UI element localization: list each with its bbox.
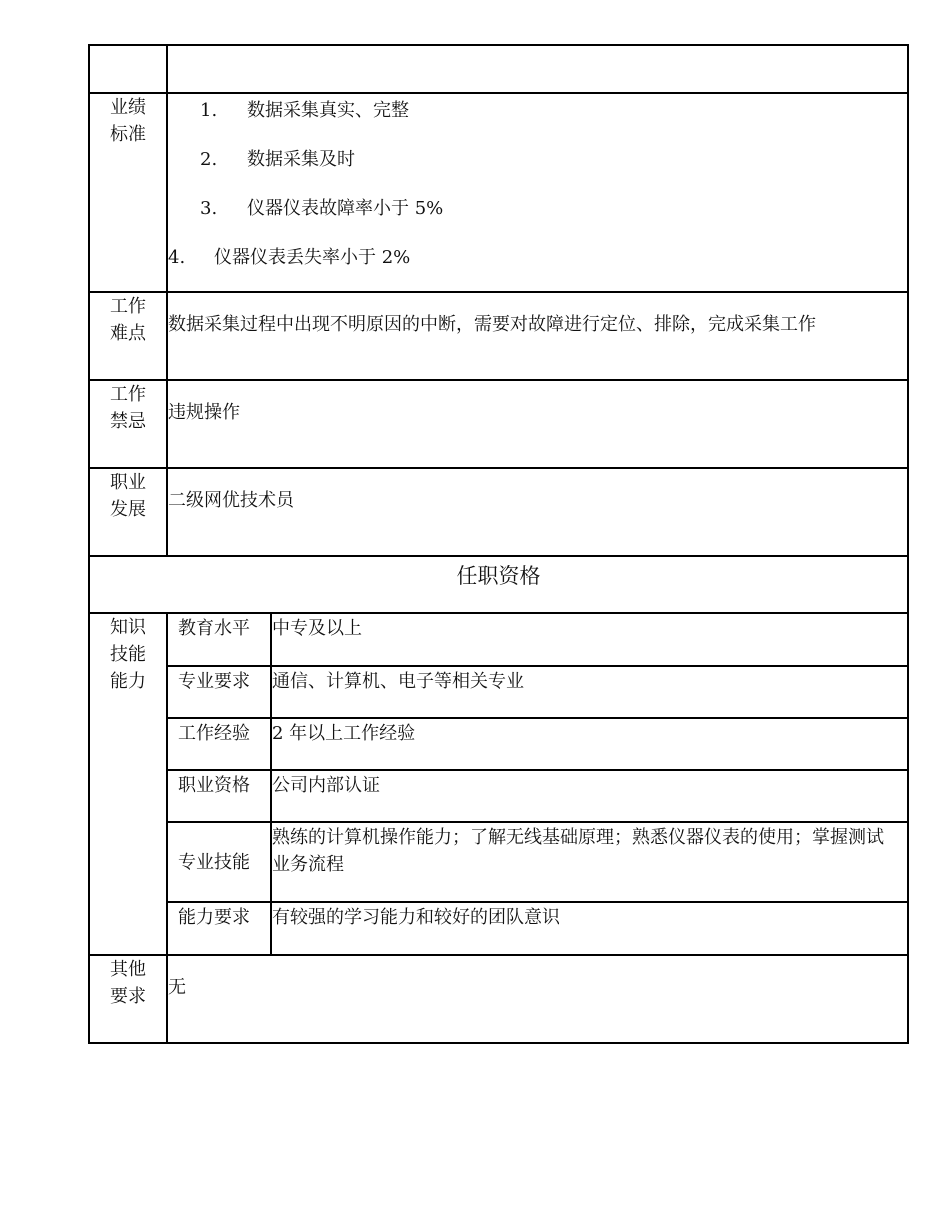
other-row [89, 955, 908, 1043]
taboo-row [89, 380, 908, 468]
table-row [168, 666, 909, 718]
empty-top-row [89, 45, 908, 93]
performance-label: 业绩标准 [110, 97, 146, 145]
qualification-title-cell [89, 556, 908, 613]
list-item [168, 192, 907, 241]
difficulty-label-cell [89, 292, 167, 380]
list-item-text: 数据采集真实、完整 [247, 100, 409, 121]
table-row [168, 822, 909, 902]
list-item-number: 3. [200, 198, 218, 219]
qualification-name: 职业资格 [168, 770, 271, 822]
difficulty-row [89, 292, 908, 380]
taboo-content-cell [167, 380, 908, 468]
list-item [168, 241, 907, 290]
qualification-value: 中专及以上 [271, 614, 909, 666]
empty-content-cell [167, 45, 908, 93]
difficulty-text: 数据采集过程中出现不明原因的中断，需要对故障进行定位、排除，完成采集工作 [168, 314, 816, 335]
career-row [89, 468, 908, 556]
qualification-value: 通信、计算机、电子等相关专业 [271, 666, 909, 718]
qualification-row [89, 613, 908, 955]
table-row [168, 614, 909, 666]
list-item [168, 143, 907, 192]
qualification-name: 工作经验 [168, 718, 271, 770]
difficulty-label: 工作难点 [110, 296, 146, 344]
performance-content-cell [167, 93, 908, 292]
other-text: 无 [168, 977, 186, 998]
qualification-label: 知识技能能力 [110, 617, 146, 692]
list-item-number: 2. [200, 149, 218, 170]
list-item [168, 94, 907, 143]
taboo-label: 工作禁忌 [110, 384, 146, 432]
qualification-value: 2 年以上工作经验 [271, 718, 909, 770]
table-row [168, 902, 909, 954]
qualification-name: 教育水平 [168, 614, 271, 666]
table-row [168, 770, 909, 822]
other-label-cell [89, 955, 167, 1043]
career-label-cell [89, 468, 167, 556]
performance-row [89, 93, 908, 292]
section-title: 任职资格 [456, 564, 541, 588]
qualification-value: 熟练的计算机操作能力；了解无线基础原理；熟悉仪器仪表的使用；掌握测试业务流程 [271, 822, 909, 902]
job-description-table [88, 44, 909, 1044]
qualification-content-cell [167, 613, 908, 955]
job-description-table-wrapper [88, 44, 907, 1044]
list-item-number: 1. [200, 100, 218, 121]
table-row [168, 718, 909, 770]
other-content-cell [167, 955, 908, 1043]
performance-label-cell [89, 93, 167, 292]
career-label: 职业发展 [110, 472, 146, 520]
career-content-cell [167, 468, 908, 556]
qualification-title-row [89, 556, 908, 613]
qualification-name: 专业要求 [168, 666, 271, 718]
empty-label-cell [89, 45, 167, 93]
list-item-number: 4. [168, 247, 186, 268]
other-label: 其他要求 [110, 959, 146, 1007]
career-text: 二级网优技术员 [168, 490, 294, 511]
qualification-value: 公司内部认证 [271, 770, 909, 822]
qualification-name: 能力要求 [168, 902, 271, 954]
list-item-text: 数据采集及时 [247, 149, 355, 170]
qualification-label-cell [89, 613, 167, 955]
qualification-value: 有较强的学习能力和较好的团队意识 [272, 907, 560, 928]
taboo-label-cell [89, 380, 167, 468]
list-item-text: 仪器仪表故障率小于 5% [247, 198, 444, 219]
qualification-table [168, 614, 909, 954]
taboo-text: 违规操作 [168, 402, 240, 423]
list-item-text: 仪器仪表丢失率小于 2% [214, 247, 411, 268]
difficulty-content-cell [167, 292, 908, 380]
qualification-name: 专业技能 [168, 822, 271, 902]
